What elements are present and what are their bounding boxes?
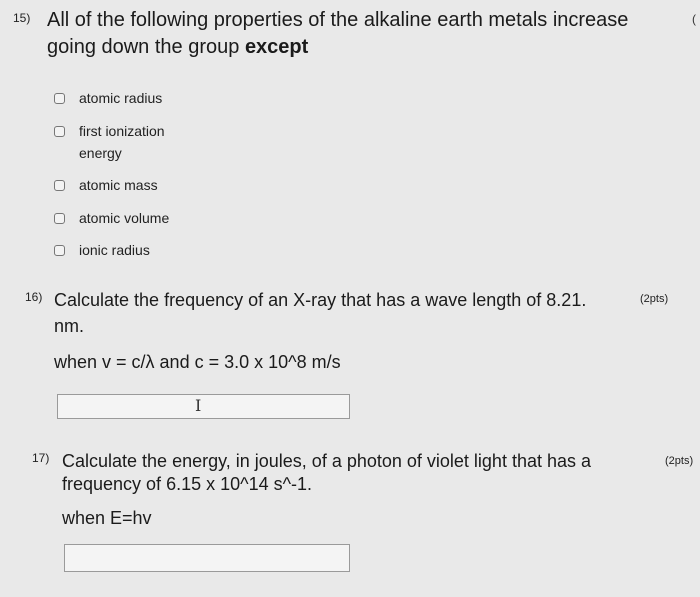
option-label: atomic volume <box>79 210 170 226</box>
q16-answer-input[interactable] <box>57 394 350 419</box>
q17-answer-input[interactable] <box>64 544 350 572</box>
text-cursor-icon: Ι <box>195 396 202 415</box>
option-label: ionic radius <box>79 242 150 258</box>
radio-button[interactable] <box>54 126 65 137</box>
q15-edge-mark: ( <box>692 12 696 26</box>
q16-points: (2pts) <box>640 293 669 305</box>
q17-prompt-line1: Calculate the energy, in joules, of a photon of violet light that has a <box>62 451 592 471</box>
radio-button[interactable] <box>54 93 65 104</box>
q16-hint: when v = c/λ and c = 3.0 x 10^8 m/s <box>54 352 341 372</box>
q16-number: 16) <box>25 290 43 304</box>
option-label-continued: energy <box>79 145 122 161</box>
q17-number: 17) <box>32 451 50 465</box>
q17-prompt-line2: frequency of 6.15 x 10^14 s^-1. <box>62 474 313 494</box>
option-label: atomic mass <box>79 177 158 193</box>
option-label: first ionization <box>79 123 165 139</box>
q15-prompt-line1: All of the following properties of the alkaline earth metals increase <box>47 9 629 31</box>
q16-prompt-line1: Calculate the frequency of an X-ray that has a wave length of 8.21. <box>54 290 587 310</box>
q17-hint: when E=hv <box>62 508 152 528</box>
q15-prompt-text: going down the group <box>47 36 245 58</box>
q17-points: (2pts) <box>665 455 694 467</box>
q15-prompt-emphasis: except <box>244 36 309 58</box>
option-label: atomic radius <box>79 90 163 106</box>
q15-number: 15) <box>13 11 31 25</box>
radio-button[interactable] <box>54 180 65 191</box>
radio-button[interactable] <box>54 245 65 256</box>
radio-button[interactable] <box>54 213 65 224</box>
q15-prompt-line2 <box>47 32 308 62</box>
q16-prompt-line2: nm. <box>54 316 85 336</box>
